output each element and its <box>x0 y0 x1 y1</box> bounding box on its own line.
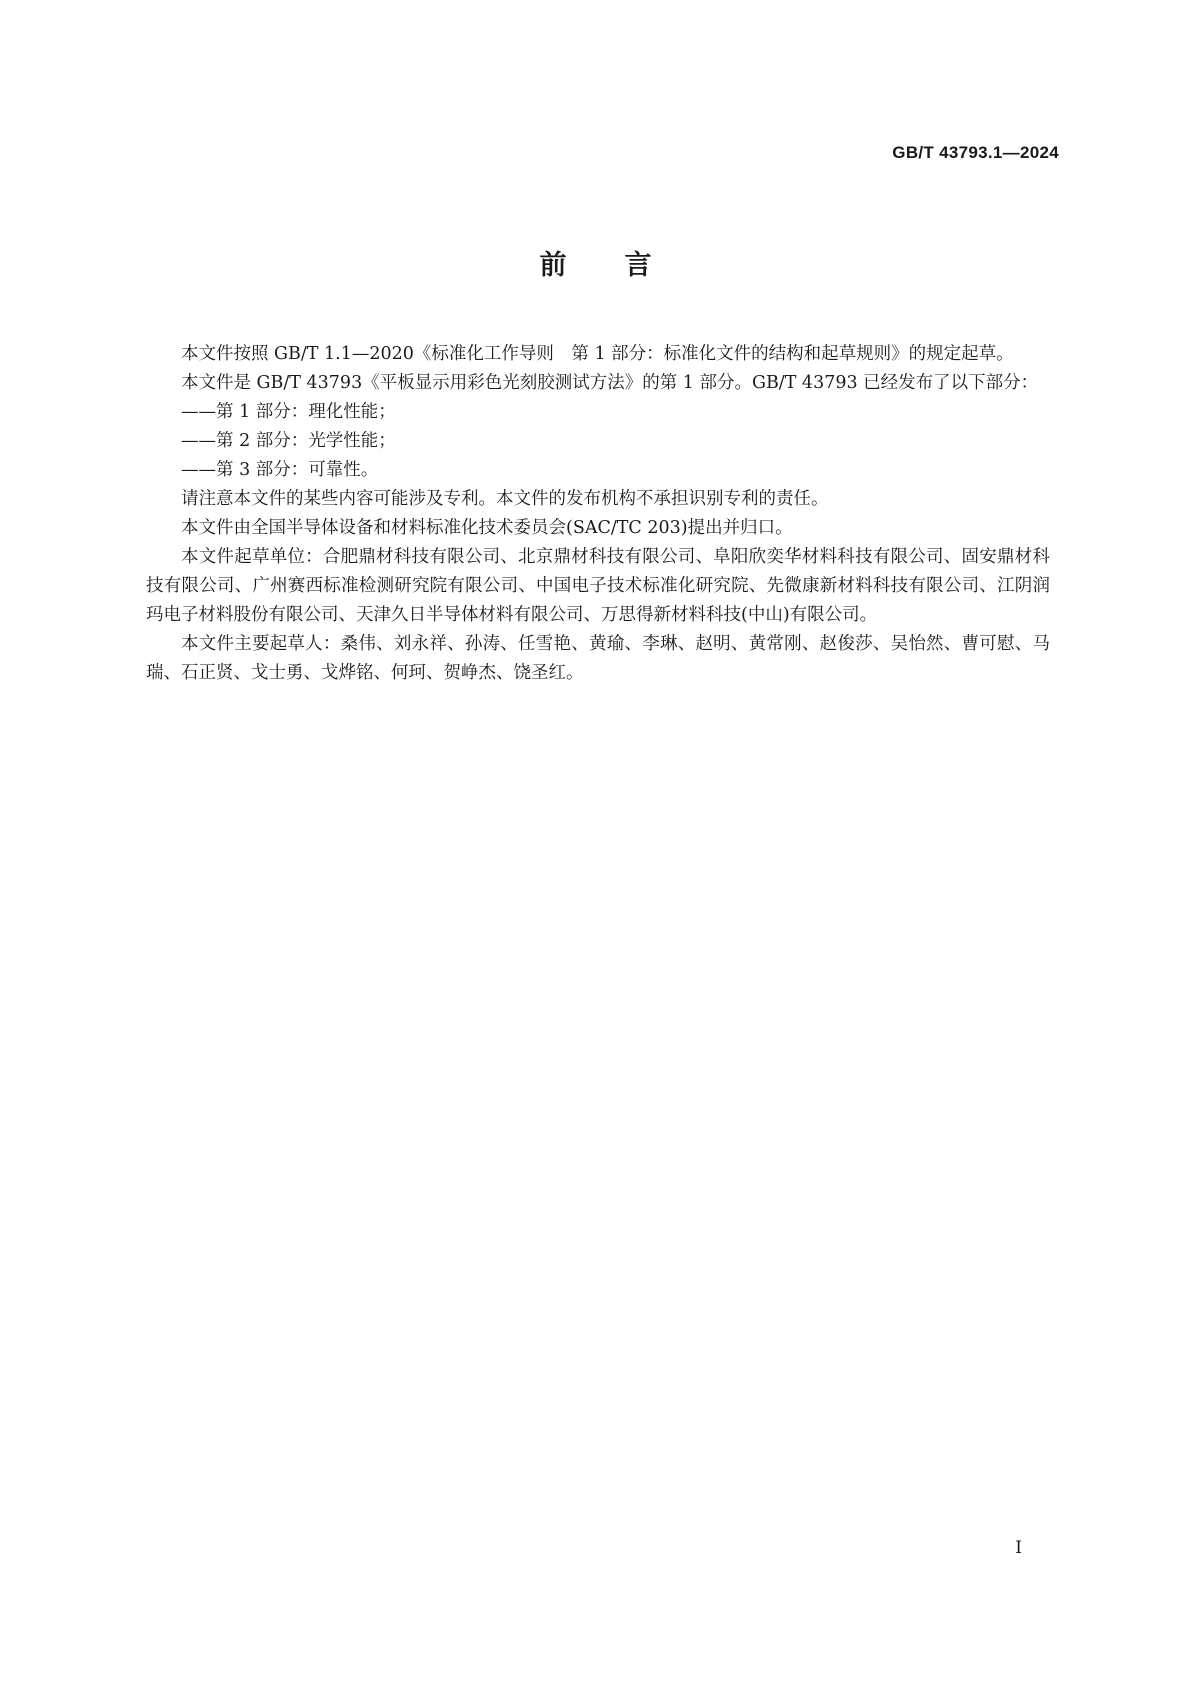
paragraph-drafting-basis: 本文件按照 GB/T 1.1—2020《标准化工作导则 第 1 部分：标准化文件的结构和起草规则》的规定起草。 <box>181 344 1014 364</box>
paragraph-drafting-units: 本文件起草单位：合肥鼎材科技有限公司、北京鼎材科技有限公司、阜阳欣奕华材料科技有限公司、固安鼎材科技有限公司、广州赛西标准检测研究院有限公司、中国电子技术标准化研究院、先微康新材料科技有限公司、江阴润玛电子材料股份有限公司、天津久日半导体材料有限公司、万思得新材料科技(中山)有限公司。 <box>146 547 1050 625</box>
preface-body <box>146 340 1050 688</box>
list-item-part-2: ——第 2 部分：光学性能； <box>181 431 396 451</box>
standard-code: GB/T 43793.1—2024 <box>892 143 1059 162</box>
page-number: I <box>1015 1538 1022 1558</box>
paragraph-drafters: 本文件主要起草人：桑伟、刘永祥、孙涛、任雪艳、黄瑜、李琳、赵明、黄常刚、赵俊莎、吴怡然、曹可慰、马瑞、石正贤、戈士勇、戈烨铭、何珂、贺峥杰、饶圣红。 <box>146 634 1050 683</box>
list-item-part-1: ——第 1 部分：理化性能； <box>181 402 396 422</box>
paragraph-committee: 本文件由全国半导体设备和材料标准化技术委员会(SAC/TC 203)提出并归口。 <box>181 518 793 538</box>
list-item-part-3: ——第 3 部分：可靠性。 <box>181 460 379 480</box>
paragraph-series-intro: 本文件是 GB/T 43793《平板显示用彩色光刻胶测试方法》的第 1 部分。GB/T 43793 已经发布了以下部分： <box>181 373 1039 393</box>
paragraph-patent-notice: 请注意本文件的某些内容可能涉及专利。本文件的发布机构不承担识别专利的责任。 <box>181 489 829 509</box>
page-title: 前言 <box>539 250 710 281</box>
